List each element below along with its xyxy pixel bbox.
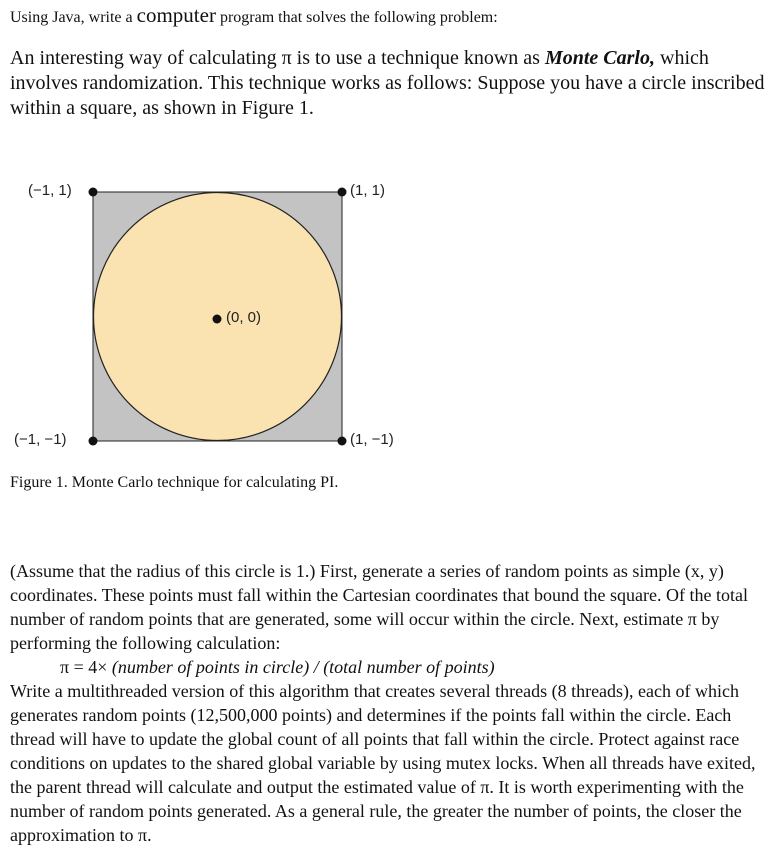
label-top-left: (−1, 1) (28, 182, 72, 199)
figure-caption: Figure 1. Monte Carlo technique for calculating PI. (10, 474, 339, 491)
monte-carlo-figure (0, 172, 430, 462)
label-bottom-right: (1, −1) (350, 431, 394, 448)
heading-pre: Using Java, write a (10, 9, 137, 26)
point-top-right (338, 188, 347, 197)
intro-part2: which involves randomization. This technique works as follows: Suppose you have a circle inscribed within a square, as shown in Figure 1. (10, 47, 765, 119)
intro-term: Monte Carlo, (544, 47, 655, 69)
point-bottom-right (338, 437, 347, 446)
label-bottom-left: (−1, −1) (14, 431, 67, 448)
question-heading (10, 4, 498, 29)
square-circle-diagram (0, 172, 430, 462)
problem-body (10, 559, 770, 847)
point-top-left (89, 188, 98, 197)
paragraph-assume: (Assume that the radius of this circle is 1.) First, generate a series of random points as simple (x, y) coordinates. These points must fall within the Cartesian coordinates that bound the square. Of the total number of random points that are generated, some will occur within the circle. Next, estimate π by performing the following calculation: (10, 561, 748, 653)
label-top-right: (1, 1) (350, 182, 386, 199)
heading-word: computer (136, 3, 216, 27)
pi-formula (10, 655, 770, 679)
heading-post: program that solves the following problem: (215, 9, 498, 26)
label-center: (0, 0) (226, 309, 262, 326)
point-center (213, 315, 222, 324)
intro-paragraph (10, 46, 770, 121)
intro-part1: An interesting way of calculating π is to use a technique known as (10, 47, 545, 69)
paragraph-task: Write a multithreaded version of this algorithm that creates several threads (8 threads), each of which generates random points (12,500,000 points) and determines if the points fall within the circle. Each thread will have to update the global count of all points that fall within the circle. Protect against race conditions on updates to the shared global variable by using mutex locks. When all threads have exited, the parent thread will calculate and output the estimated value of π. It is worth experimenting with the number of random points generated. As a general rule, the greater the number of points, the closer the approximation to π. (10, 681, 756, 845)
formula-lhs: π = 4× (60, 657, 112, 677)
formula-rhs: (number of points in circle) / (total number of points) (111, 657, 495, 677)
point-bottom-left (89, 437, 98, 446)
